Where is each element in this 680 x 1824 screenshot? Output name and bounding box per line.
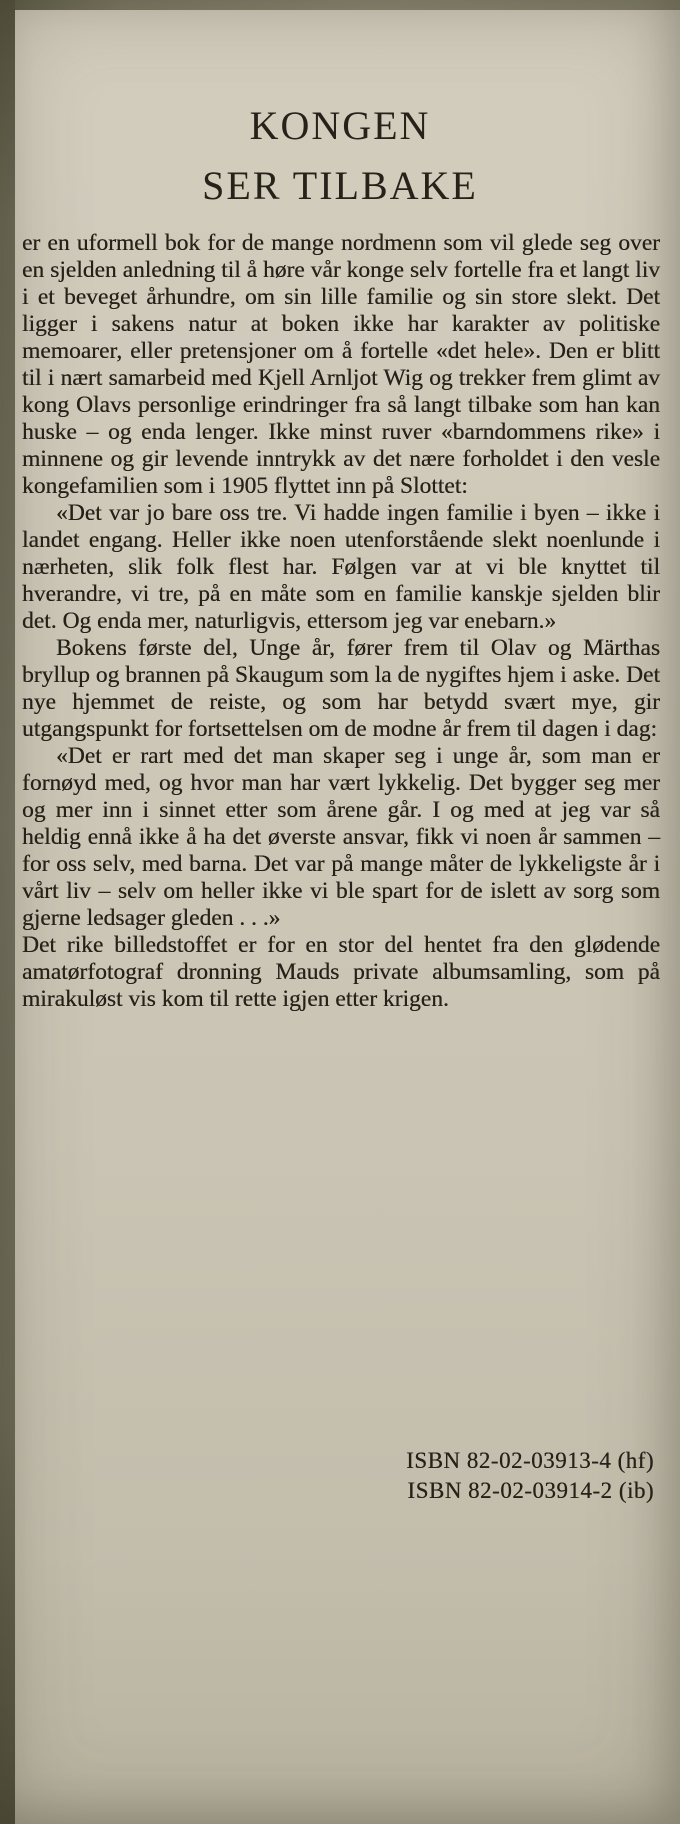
paragraph-quote-1: «Det var jo bare oss tre. Vi hadde ingen familie i byen – ikke i landet engang. Heller ikke noen utenforstående slekt noenlunde i nærheten, slik folk flest har. Følgen var at vi ble knyttet til hverandre, vi tre, på en måte som en familie kanskje sjelden blir det. Og enda mer, naturligvis, ettersom jeg var enebarn.» [22, 500, 660, 634]
back-cover-text [22, 230, 660, 1013]
isbn-line-hardcover: ISBN 82-02-03913-4 (hf) [406, 1448, 654, 1473]
isbn-block [406, 1446, 654, 1506]
paragraph-photos: Det rike billedstoffet er for en stor del hentet fra den glødende amatørfotograf dronning Mauds private albumsamling, som på mirakuløst vis kom til rette igjen etter krigen. [22, 932, 660, 1012]
isbn-line-paperback: ISBN 82-02-03914-2 (ib) [407, 1478, 654, 1503]
cover-left-edge [0, 0, 15, 1824]
book-title-line1: KONGEN [249, 103, 431, 148]
cover-top-edge [0, 0, 680, 10]
paragraph-first-part: Bokens første del, Unge år, fører frem til Olav og Märthas bryllup og brannen på Skaugum som la de nygiftes hjem i aske. Det nye hjemmet de reiste, og som har betydd svært mye, gir utgangspunkt for fortsettelsen om de modne år frem til dagen i dag: [22, 635, 660, 742]
book-title [0, 0, 680, 216]
paragraph-quote-2: «Det er rart med det man skaper seg i unge år, som man er fornøyd med, og hvor man har vært lykkelig. Det bygger seg mer og mer inn i sinnet etter som årene går. I og med at jeg var så heldig ennå ikke å ha det øverste ansvar, fikk vi noen år sammen – for oss selv, med barna. Det var på mange måter de lykkeligste år i vårt liv – selv om heller ikke vi ble spart for de islett av sorg som gjerne ledsager gleden . . .» [22, 743, 660, 931]
paragraph-intro: er en uformell bok for de mange nordmenn som vil glede seg over en sjelden anledning til å høre vår konge selv fortelle fra et langt liv i et beveget århundre, om sin lille familie og sin store slekt. Det ligger i sakens natur at boken ikke har karakter av politiske memoarer, eller pretensjoner om å fortelle «det hele». Den er blitt til i nært samarbeid med Kjell Arnljot Wig og trekker frem glimt av kong Olavs personlige erindringer fra så langt tilbake som han kan huske – og enda lenger. Ikke minst ruver «barndommens rike» i minnene og gir levende inntrykk av det nære forholdet i den vesle kongefamilien som i 1905 flyttet inn på Slottet: [22, 230, 660, 499]
book-title-line2: SER TILBAKE [202, 163, 478, 208]
